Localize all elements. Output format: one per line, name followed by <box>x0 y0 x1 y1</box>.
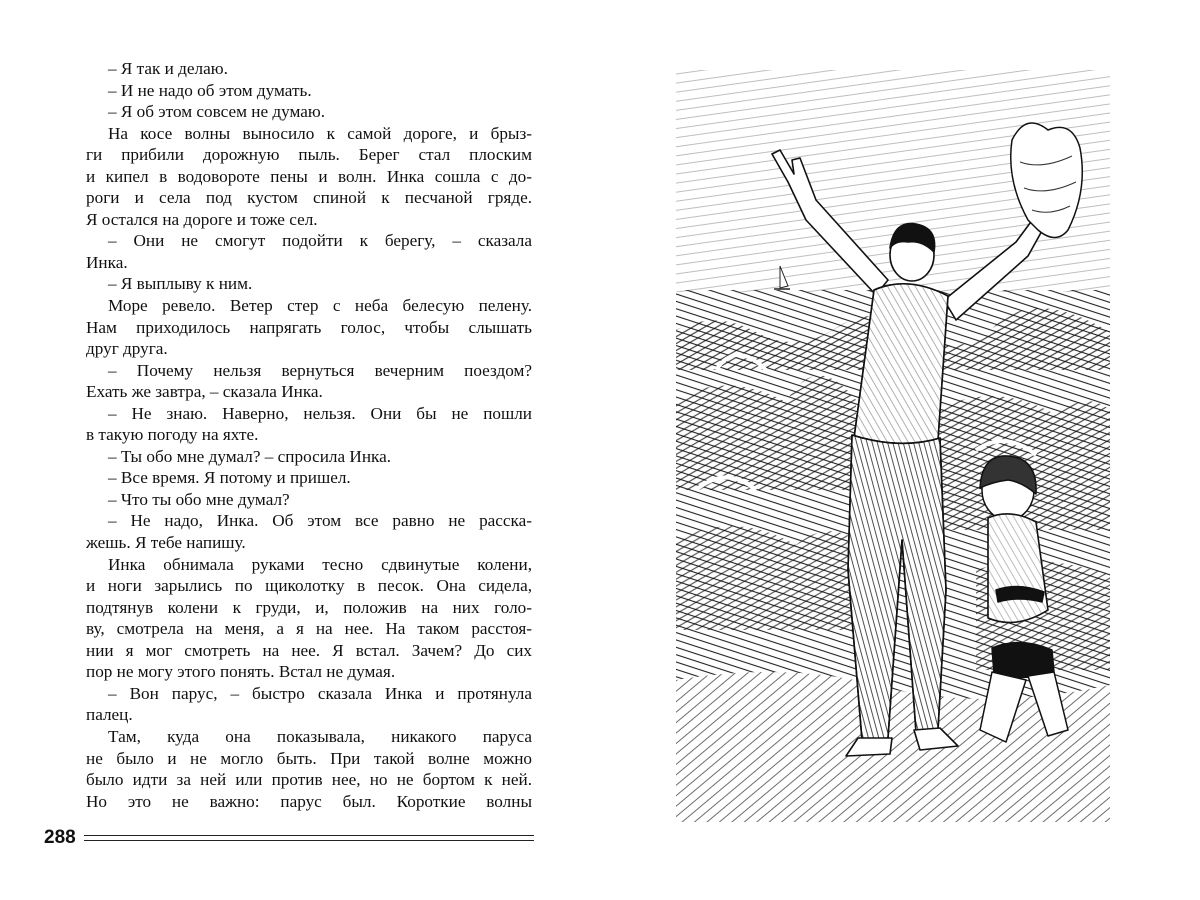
text-line: – Не знаю. Наверно, нельзя. Они бы не пошли <box>108 403 532 423</box>
text-line: – Почему нельзя вернуться вечерним поездом? <box>108 360 532 380</box>
text-line: и ноги зарылись по щиколотку в песок. Она сидела, <box>86 576 532 596</box>
text-line: и кипел в водовороте пены и волн. Инка сошла с до- <box>86 166 532 186</box>
text-line: На косе волны выносило к самой дороге, и брыз- <box>108 123 532 143</box>
text-line: было идти за ней или против нее, но не бортом к ней. <box>86 770 532 790</box>
text-line: – Я так и делаю. <box>108 59 228 78</box>
text-column <box>86 58 532 812</box>
text-line: – Что ты обо мне думал? <box>108 489 290 509</box>
text-line: подтянув колени к груди, и, положив на них голо- <box>86 597 532 617</box>
text-line: – Они не смогут подойти к берегу, – сказала <box>108 231 532 251</box>
text-line: Инка. <box>86 252 128 272</box>
text-line: Я остался на дороге и тоже сел. <box>86 209 318 229</box>
footer-rule-line <box>84 840 534 841</box>
text-line: Море ревело. Ветер стер с неба белесую пелену. <box>108 296 532 316</box>
text-line: в такую погоду на яхте. <box>86 425 259 445</box>
text-line: Нам приходилось напрягать голос, чтобы слышать <box>86 317 532 337</box>
beach-illustration <box>676 70 1110 822</box>
text-line: друг друга. <box>86 339 168 359</box>
text-line: Инка обнимала руками тесно сдвинутые колени, <box>108 554 532 574</box>
text-line: – Я об этом совсем не думаю. <box>108 102 326 122</box>
text-line: роги и села под кустом спиной к песчаной гряде. <box>86 188 532 208</box>
text-line: Там, куда она показывала, никакого паруса <box>108 726 532 746</box>
text-line: не было и не могло быть. При такой волне можно <box>86 748 532 768</box>
text-line: Но это не важно: парус был. Короткие волны <box>86 791 532 811</box>
footer-rule <box>84 833 534 843</box>
text-line: Ехать же завтра, – сказала Инка. <box>86 382 323 402</box>
text-line: жешь. Я тебе напишу. <box>86 533 246 553</box>
text-line: пор не могу этого понять. Встал не думая. <box>86 662 396 682</box>
text-line: – Не надо, Инка. Об этом все равно не расска- <box>108 511 532 531</box>
text-line: – Ты обо мне думал? – спросила Инка. <box>108 446 392 466</box>
text-line: – Вон парус, – быстро сказала Инка и протянула <box>108 683 532 703</box>
text-line: нии я мог смотреть на нее. Я встал. Зачем? До сих <box>86 640 532 660</box>
page-footer <box>44 826 534 850</box>
text-line: – Я выплыву к ним. <box>108 274 253 294</box>
text-line: ву, смотрела на меня, а я на нее. На таком расстоя- <box>86 619 532 639</box>
footer-rule-line <box>84 835 534 836</box>
text-line: палец. <box>86 705 133 725</box>
page-number: 288 <box>44 827 76 848</box>
text-line: ги прибили дорожную пыль. Берег стал плоским <box>86 145 532 165</box>
text-line: – Все время. Я потому и пришел. <box>108 468 351 488</box>
text-line: – И не надо об этом думать. <box>108 80 312 100</box>
